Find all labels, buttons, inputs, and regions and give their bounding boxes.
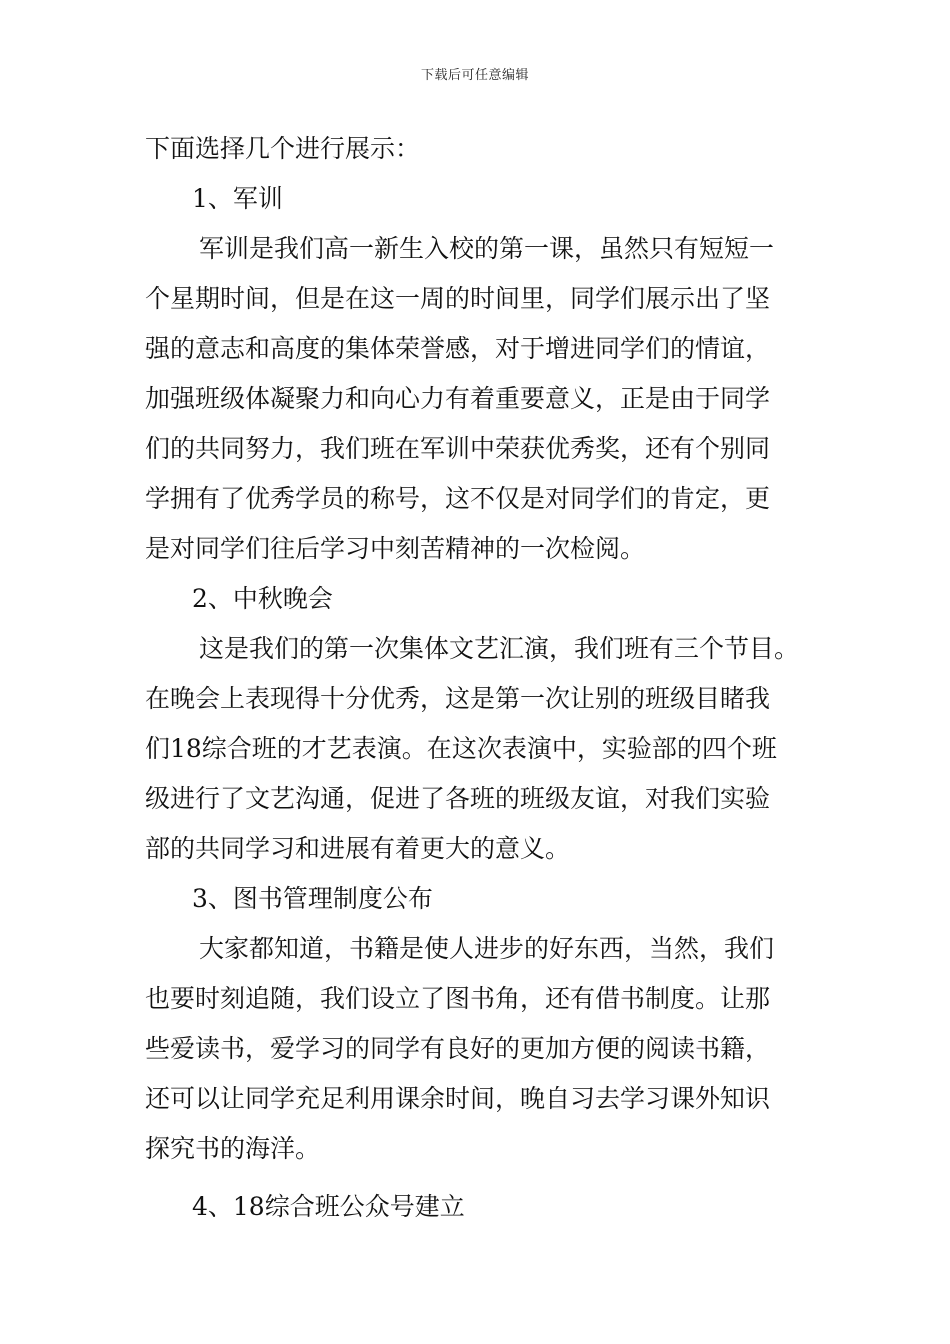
paragraph-line: 加强班级体凝聚力和向心力有着重要意义，正是由于同学 bbox=[145, 384, 771, 413]
section-heading-wechat-account: 4、18综合班公众号建立 bbox=[192, 1192, 465, 1221]
paragraph-line: 强的意志和高度的集体荣誉感，对于增进同学们的情谊， bbox=[145, 334, 771, 363]
paragraph-line: 个星期时间，但是在这一周的时间里，同学们展示出了坚 bbox=[145, 284, 771, 313]
document-body bbox=[145, 124, 815, 1232]
paragraph-line: 军训是我们高一新生入校的第一课，虽然只有短短一 bbox=[199, 234, 775, 263]
paragraph-line: 这是我们的第一次集体文艺汇演，我们班有三个节目。 bbox=[199, 634, 800, 663]
paragraph-line: 还可以让同学充足利用课余时间，晚自习去学习课外知识 bbox=[145, 1084, 771, 1113]
section-heading-library-rules: 3、图书管理制度公布 bbox=[192, 884, 433, 913]
paragraph-line: 些爱读书，爱学习的同学有良好的更加方便的阅读书籍， bbox=[145, 1034, 771, 1063]
section-paragraph-library-rules bbox=[145, 924, 815, 1174]
intro-paragraph: 下面选择几个进行展示： bbox=[145, 134, 421, 163]
paragraph-line: 在晚会上表现得十分优秀，这是第一次让别的班级目睹我 bbox=[145, 684, 771, 713]
section-heading-mid-autumn-gala: 2、中秋晚会 bbox=[192, 584, 333, 613]
section-paragraph-mid-autumn-gala bbox=[145, 624, 815, 874]
paragraph-line: 是对同学们往后学习中刻苦精神的一次检阅。 bbox=[145, 534, 646, 563]
paragraph-line: 们18综合班的才艺表演。在这次表演中，实验部的四个班 bbox=[145, 734, 777, 763]
page-header-note: 下载后可任意编辑 bbox=[420, 68, 529, 83]
section-heading-military-training: 1、军训 bbox=[192, 184, 283, 213]
paragraph-line: 们的共同努力，我们班在军训中荣获优秀奖，还有个别同 bbox=[145, 434, 771, 463]
paragraph-line: 大家都知道，书籍是使人进步的好东西，当然，我们 bbox=[199, 934, 775, 963]
section-paragraph-military-training bbox=[145, 224, 815, 574]
paragraph-line: 部的共同学习和进展有着更大的意义。 bbox=[145, 834, 571, 863]
paragraph-line: 探究书的海洋。 bbox=[145, 1134, 321, 1163]
paragraph-line: 学拥有了优秀学员的称号，这不仅是对同学们的肯定，更 bbox=[145, 484, 771, 513]
paragraph-line: 级进行了文艺沟通，促进了各班的班级友谊，对我们实验 bbox=[145, 784, 771, 813]
paragraph-line: 也要时刻追随，我们设立了图书角，还有借书制度。让那 bbox=[145, 984, 771, 1013]
